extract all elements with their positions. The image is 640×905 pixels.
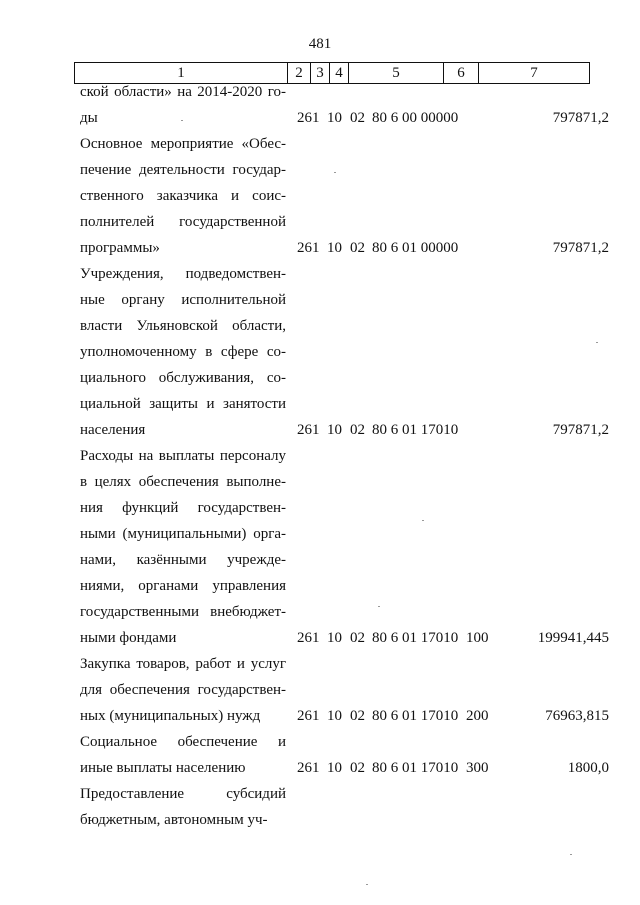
description-line: ными (муниципальными) орга-: [80, 526, 286, 542]
col-header-3: 3: [311, 63, 330, 84]
description-line: для обеспечения государствен-: [80, 682, 286, 698]
page-number: 481: [308, 36, 332, 52]
description-line: печение деятельности государ-: [80, 162, 286, 178]
target-article-code: 80 6 01 17010: [372, 422, 459, 438]
description-line: иные выплаты населению: [80, 760, 246, 776]
description-line: бюджетным, автономным уч-: [80, 812, 268, 828]
description-line: ными фондами: [80, 630, 177, 646]
description-line: полнителей государственной: [80, 214, 286, 230]
description-line: Учреждения, подведомствен-: [80, 266, 286, 282]
row-description: [80, 729, 286, 781]
description-line: ных (муниципальных) нужд: [80, 708, 261, 724]
amount: 1800,0: [567, 760, 609, 776]
admin-code: 261: [297, 422, 320, 438]
col-header-7: 7: [479, 63, 590, 84]
description-line: программы»: [80, 240, 160, 256]
subsection-code: 02: [350, 422, 365, 438]
subsection-code: 02: [350, 110, 365, 126]
col-header-6: 6: [444, 63, 479, 84]
description-line: ния функций государствен-: [80, 500, 286, 516]
subsection-code: 02: [350, 760, 365, 776]
target-article-code: 80 6 01 17010: [372, 708, 459, 724]
description-line: ской области» на 2014-2020 го-: [80, 84, 286, 100]
table-row: [0, 651, 640, 729]
target-article-code: 80 6 01 17010: [372, 630, 459, 646]
description-line: ниями, органами управления: [80, 578, 286, 594]
amount: 199941,445: [537, 630, 609, 646]
description-line: Закупка товаров, работ и услуг: [80, 656, 286, 672]
target-article-code: 80 6 00 00000: [372, 110, 459, 126]
admin-code: 261: [297, 240, 320, 256]
section-code: 10: [327, 240, 342, 256]
amount: 797871,2: [552, 110, 609, 126]
description-line: ные органу исполнительной: [80, 292, 286, 308]
table-row: [0, 79, 640, 131]
col-header-4: 4: [330, 63, 349, 84]
section-code: 10: [327, 110, 342, 126]
description-line: ды: [80, 110, 98, 126]
subsection-code: 02: [350, 240, 365, 256]
target-article-code: 80 6 01 17010: [372, 760, 459, 776]
expense-type-code: 100: [466, 630, 489, 646]
expense-type-code: 300: [466, 760, 489, 776]
table-row: [0, 443, 640, 651]
admin-code: 261: [297, 760, 320, 776]
description-line: циальной защиты и занятости: [80, 396, 286, 412]
col-header-2: 2: [288, 63, 311, 84]
admin-code: 261: [297, 708, 320, 724]
description-line: Основное мероприятие «Обес-: [80, 136, 286, 152]
description-line: власти Ульяновской области,: [80, 318, 286, 334]
description-line: нами, казёнными учрежде-: [80, 552, 286, 568]
amount: 797871,2: [552, 422, 609, 438]
description-line: ственного заказчика и соис-: [80, 188, 286, 204]
section-code: 10: [327, 708, 342, 724]
row-description: [80, 443, 286, 651]
admin-code: 261: [297, 110, 320, 126]
description-line: Предоставление субсидий: [80, 786, 286, 802]
description-line: государственными внебюджет-: [80, 604, 286, 620]
subsection-code: 02: [350, 708, 365, 724]
expense-type-code: 200: [466, 708, 489, 724]
section-code: 10: [327, 760, 342, 776]
amount: 797871,2: [552, 240, 609, 256]
admin-code: 261: [297, 630, 320, 646]
section-code: 10: [327, 422, 342, 438]
row-description: [80, 651, 286, 729]
col-header-5: 5: [349, 63, 444, 84]
table-row: [0, 729, 640, 781]
table-row: [0, 781, 640, 833]
subsection-code: 02: [350, 630, 365, 646]
description-line: в целях обеспечения выполне-: [80, 474, 286, 490]
row-description: [80, 781, 286, 833]
row-description: [80, 79, 286, 131]
table-row: [0, 261, 640, 443]
description-line: Социальное обеспечение и: [80, 734, 286, 750]
description-line: циального обслуживания, со-: [80, 370, 286, 386]
col-header-1: 1: [75, 63, 288, 84]
description-line: уполномоченному в сфере со-: [80, 344, 286, 360]
section-code: 10: [327, 630, 342, 646]
description-line: населения: [80, 422, 146, 438]
amount: 76963,815: [545, 708, 609, 724]
table-row: [0, 131, 640, 261]
row-description: [80, 261, 286, 443]
row-description: [80, 131, 286, 261]
target-article-code: 80 6 01 00000: [372, 240, 459, 256]
description-line: Расходы на выплаты персоналу: [80, 448, 286, 464]
